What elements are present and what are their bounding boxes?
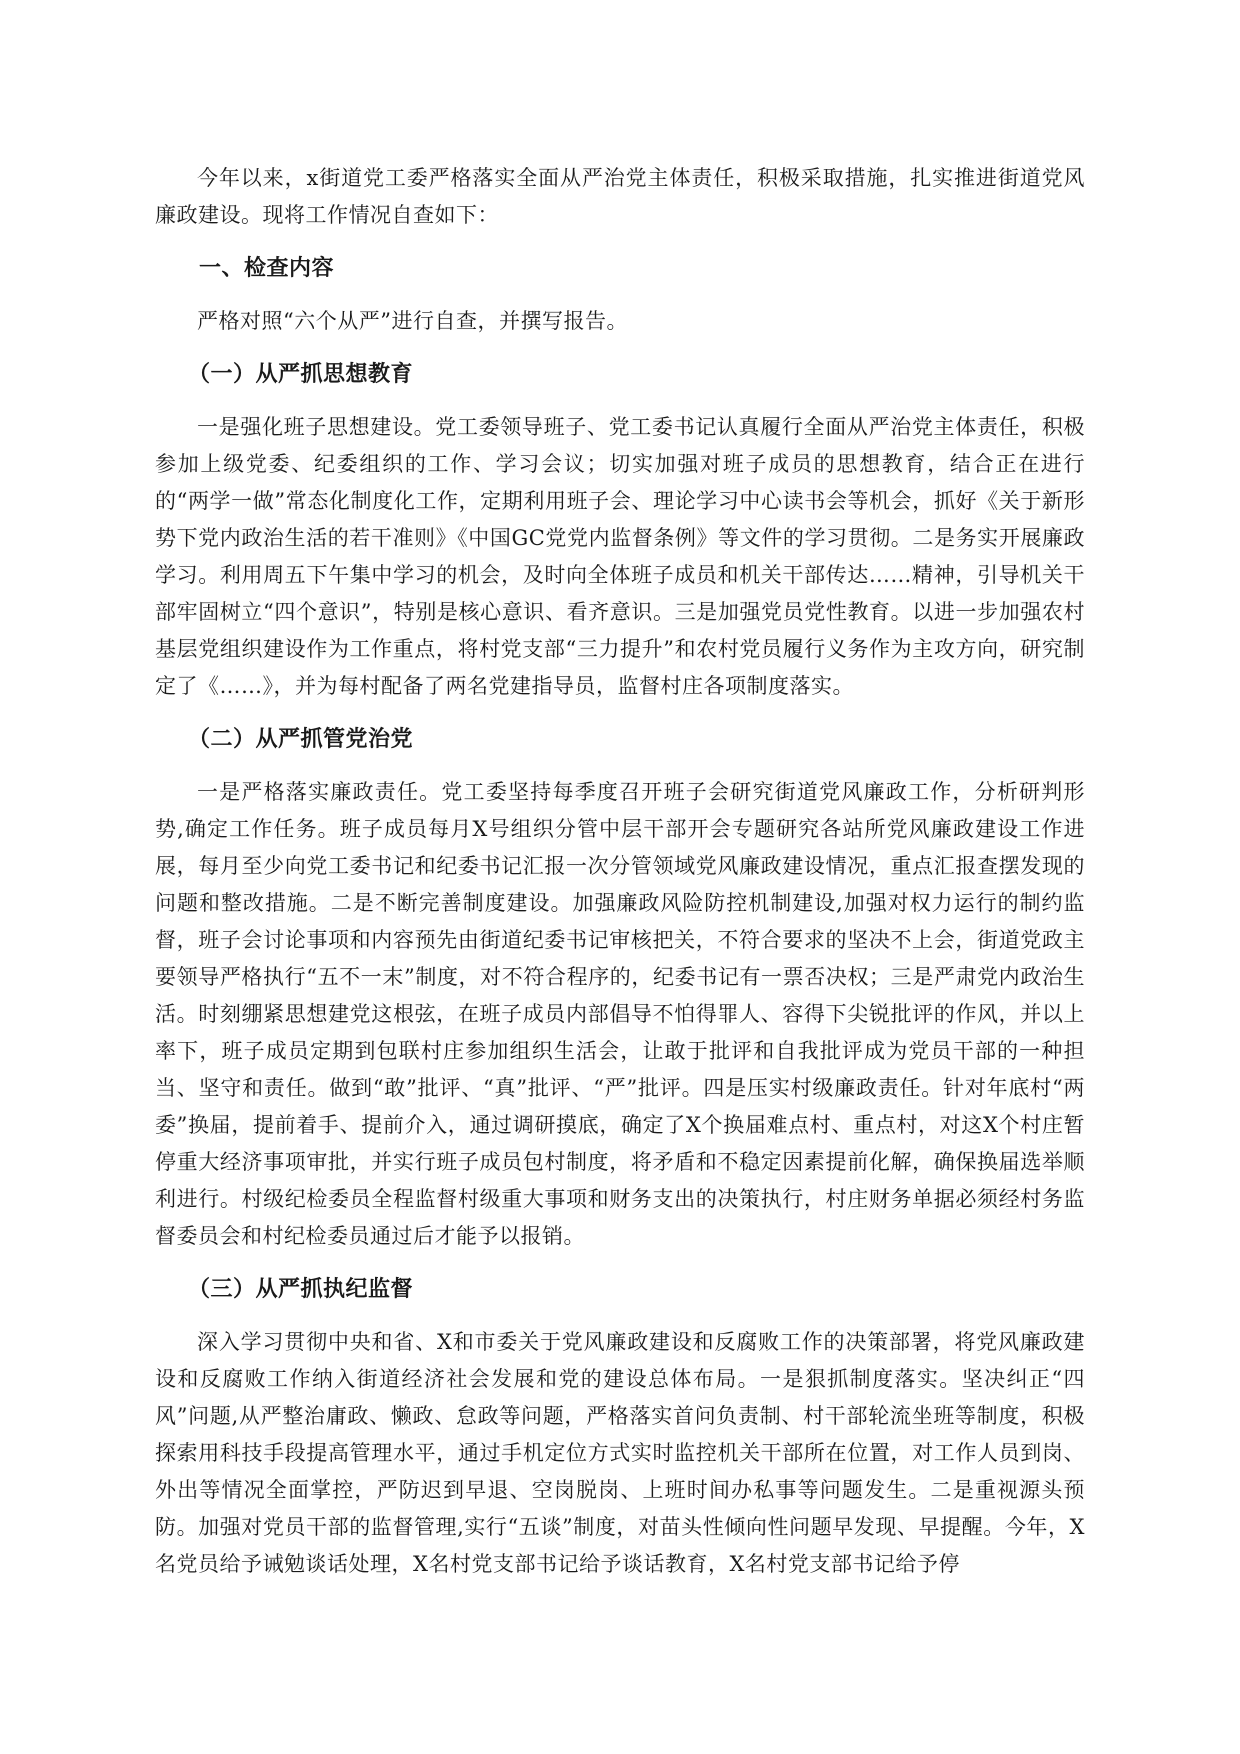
document-body	[155, 160, 1085, 1599]
intro-paragraph: 今年以来，x街道党工委严格落实全面从严治党主体责任，积极采取措施，扎实推进街道党风廉政建设。现将工作情况自查如下：	[155, 166, 1085, 227]
subheading-discipline-supervision: （三）从严抓执纪监督	[188, 1277, 414, 1302]
paragraph-party-governance: 一是严格落实廉政责任。党工委坚持每季度召开班子会研究街道党风廉政工作，分析研判形势,确定工作任务。班子成员每月X号组织分管中层干部开会专题研究各站所党风廉政建设工作进展，每月至少向党工委书记和纪委书记汇报一次分管领域党风廉政建设情况，重点汇报查摆发现的问题和整改措施。二是不断完善制度建设。加强廉政风险防控机制建设,加强对权力运行的制约监督，班子会讨论事项和内容预先由街道纪委书记审核把关，不符合要求的坚决不上会，街道党政主要领导严格执行“五不一末”制度，对不符合程序的，纪委书记有一票否决权；三是严肃党内政治生活。时刻绷紧思想建党这根弦，在班子成员内部倡导不怕得罪人、容得下尖锐批评的作风，并以上率下，班子成员定期到包联村庄参加组织生活会，让敢于批评和自我批评成为党员干部的一种担当、坚守和责任。做到“敢”批评、“真”批评、“严”批评。四是压实村级廉政责任。针对年底村“两委”换届，提前着手、提前介入，通过调研摸底，确定了X个换届难点村、重点村，对这X个村庄暂停重大经济事项审批，并实行班子成员包村制度，将矛盾和不稳定因素提前化解，确保换届选举顺利进行。村级纪检委员全程监督村级重大事项和财务支出的决策执行，村庄财务单据必须经村务监督委员会和村纪检委员通过后才能予以报销。	[155, 780, 1085, 1248]
section-paragraph-inspection-content: 严格对照“六个从严”进行自查，并撰写报告。	[197, 309, 628, 333]
subheading-party-governance: （二）从严抓管党治党	[188, 727, 414, 752]
subheading-ideological-education: （一）从严抓思想教育	[188, 362, 414, 387]
paragraph-ideological-education: 一是强化班子思想建设。党工委领导班子、党工委书记认真履行全面从严治党主体责任，积极参加上级党委、纪委组织的工作、学习会议；切实加强对班子成员的思想教育，结合正在进行的“两学一做”常态化制度化工作，定期利用班子会、理论学习中心读书会等机会，抓好《关于新形势下党内政治生活的若干准则》《中国GC党党内监督条例》等文件的学习贯彻。二是务实开展廉政学习。利用周五下午集中学习的机会，及时向全体班子成员和机关干部传达……精神，引导机关干部牢固树立“四个意识”，特别是核心意识、看齐意识。三是加强党员党性教育。以进一步加强农村基层党组织建设作为工作重点，将村党支部“三力提升”和农村党员履行义务作为主攻方向，研究制定了《……》，并为每村配备了两名党建指导员，监督村庄各项制度落实。	[155, 415, 1085, 698]
section-heading-inspection-content: 一、检查内容	[199, 256, 335, 281]
paragraph-discipline-supervision: 深入学习贯彻中央和省、X和市委关于党风廉政建设和反腐败工作的决策部署，将党风廉政建设和反腐败工作纳入街道经济社会发展和党的建设总体布局。一是狠抓制度落实。坚决纠正“四风”问题,从严整治庸政、懒政、怠政等问题，严格落实首问负责制、村干部轮流坐班等制度，积极探索用科技手段提高管理水平，通过手机定位方式实时监控机关干部所在位置，对工作人员到岗、外出等情况全面掌控，严防迟到早退、空岗脱岗、上班时间办私事等问题发生。二是重视源头预防。加强对党员干部的监督管理,实行“五谈”制度，对苗头性倾向性问题早发现、早提醒。今年，X名党员给予诫勉谈话处理，X名村党支部书记给予谈话教育，X名村党支部书记给予停	[155, 1330, 1085, 1576]
